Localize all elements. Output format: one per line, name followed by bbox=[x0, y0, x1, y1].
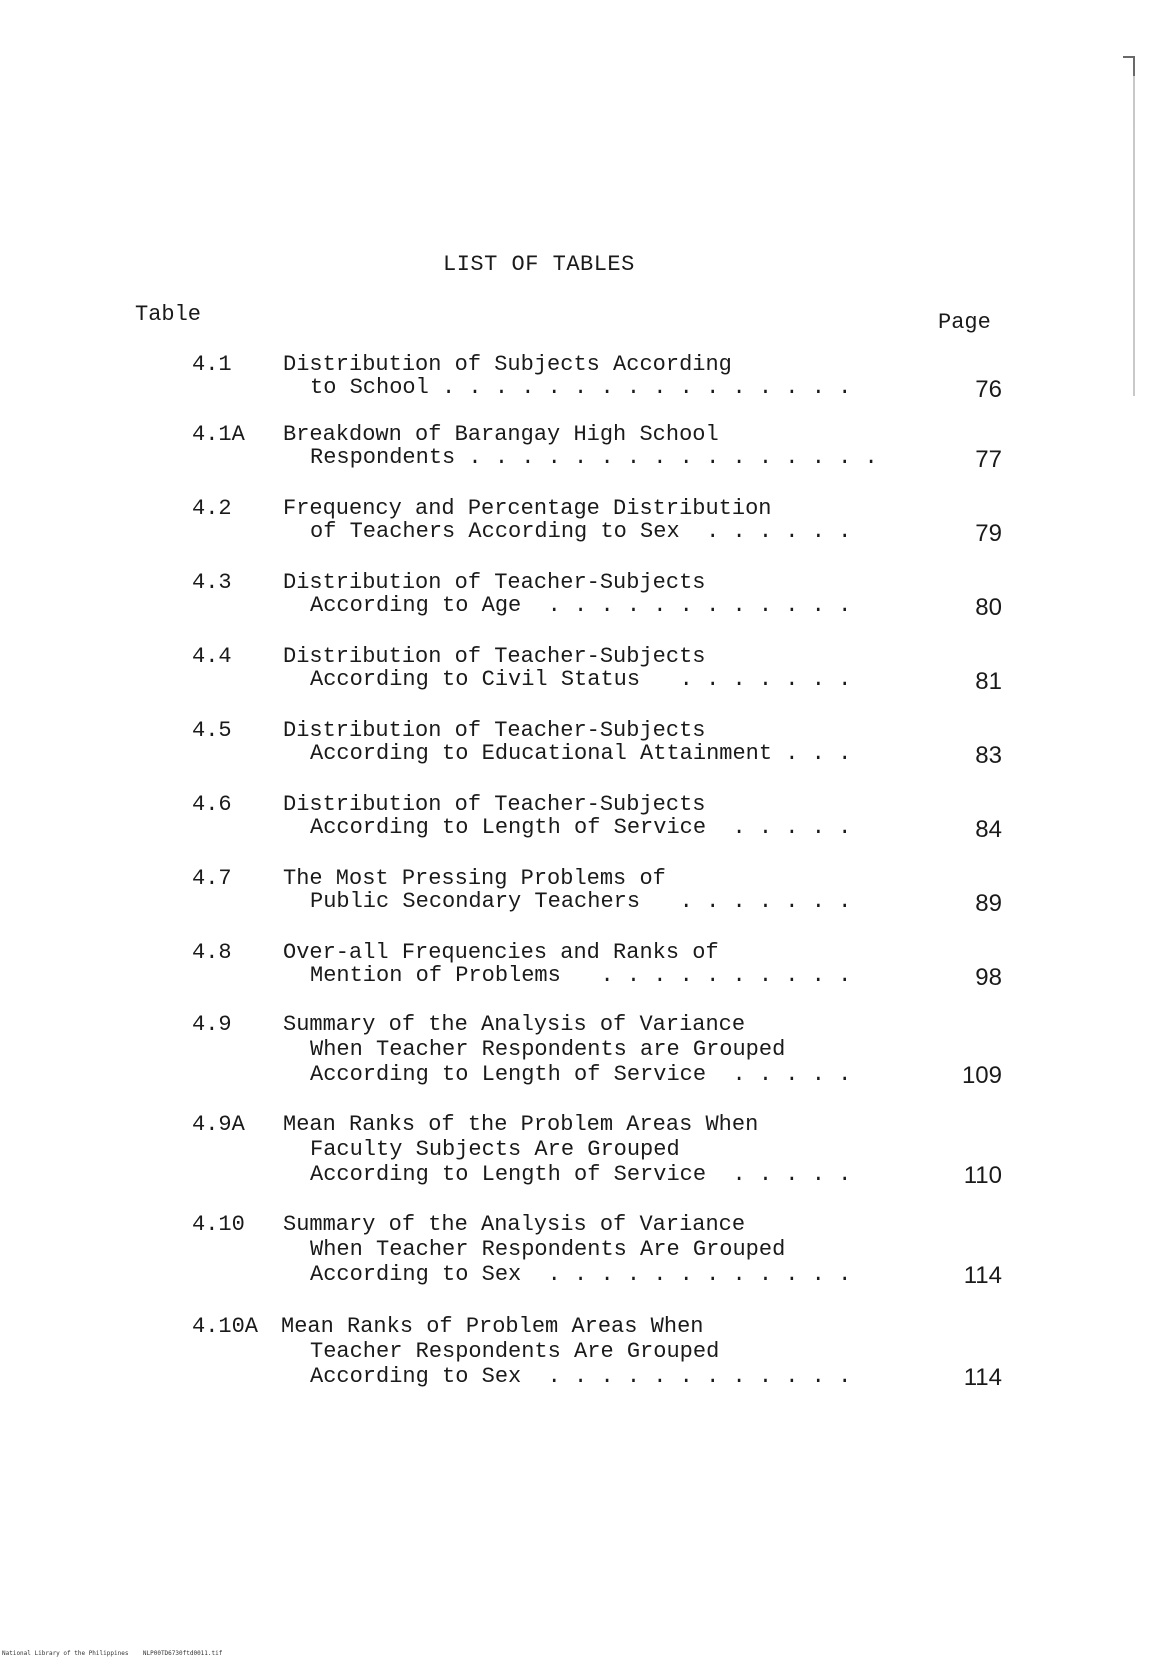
leader-dots: . . . . . . . . . . bbox=[560, 963, 852, 988]
leader-dots: . . . . . . bbox=[679, 519, 852, 544]
page-number: 114 bbox=[963, 1364, 1002, 1391]
table-caption-line: According to Age bbox=[310, 593, 522, 618]
table-caption-line: Teacher Respondents Are Grouped bbox=[310, 1339, 720, 1364]
page-number: 89 bbox=[975, 890, 1002, 917]
page-number: 84 bbox=[975, 816, 1002, 843]
table-caption-line: Over-all Frequencies and Ranks of bbox=[283, 940, 719, 965]
table-caption-line: Faculty Subjects Are Grouped bbox=[310, 1137, 680, 1162]
table-caption-line: According to Length of Service bbox=[310, 815, 707, 840]
table-caption-line: Summary of the Analysis of Variance bbox=[283, 1012, 746, 1037]
page-number: 80 bbox=[975, 594, 1002, 621]
table-caption-line: Frequency and Percentage Distribution bbox=[283, 496, 772, 521]
page-number: 110 bbox=[963, 1162, 1002, 1189]
table-caption-line: According to Length of Service bbox=[310, 1062, 707, 1087]
leader-dots: . . . bbox=[772, 741, 852, 766]
leader-dots: . . . . . . . . . . . . bbox=[521, 1262, 852, 1287]
table-caption-line: According to Length of Service bbox=[310, 1162, 707, 1187]
table-number: 4.1A bbox=[192, 422, 245, 447]
leader-dots: . . . . . . . . . . . . . . . . bbox=[455, 445, 878, 470]
page-number: 81 bbox=[975, 668, 1002, 695]
page-number: 109 bbox=[961, 1062, 1002, 1089]
page-number: 114 bbox=[963, 1262, 1002, 1289]
table-caption-line: Breakdown of Barangay High School bbox=[283, 422, 719, 447]
table-number: 4.4 bbox=[192, 644, 232, 669]
table-number: 4.7 bbox=[192, 866, 232, 891]
page-title: LIST OF TABLES bbox=[443, 252, 635, 277]
scan-footer: National Library of the Philippines NLP00TD6730ftd0011.tif bbox=[2, 1650, 223, 1657]
table-number: 4.9 bbox=[192, 1012, 232, 1037]
table-caption-line: Mean Ranks of Problem Areas When bbox=[281, 1314, 704, 1339]
table-caption-line: Distribution of Teacher-Subjects bbox=[283, 718, 706, 743]
table-number: 4.10 bbox=[192, 1212, 245, 1237]
table-number: 4.8 bbox=[192, 940, 232, 965]
table-caption-line: When Teacher Respondents Are Grouped bbox=[310, 1237, 786, 1262]
leader-dots: . . . . . . . bbox=[640, 667, 852, 692]
leader-dots: . . . . . . . . . . . . bbox=[521, 1364, 852, 1389]
page-number: 77 bbox=[975, 446, 1002, 473]
table-caption-line: Summary of the Analysis of Variance bbox=[283, 1212, 746, 1237]
table-number: 4.5 bbox=[192, 718, 232, 743]
leader-dots: . . . . . bbox=[706, 1162, 852, 1187]
scan-edge-mark bbox=[1133, 56, 1135, 396]
page-column-header: Page bbox=[938, 310, 991, 335]
table-caption-line: When Teacher Respondents are Grouped bbox=[310, 1037, 786, 1062]
table-column-header: Table bbox=[135, 302, 202, 327]
table-caption-line: Mention of Problems bbox=[310, 963, 561, 988]
leader-dots: . . . . . . . . . . . . bbox=[521, 593, 852, 618]
table-number: 4.6 bbox=[192, 792, 232, 817]
leader-dots: . . . . . . . bbox=[640, 889, 852, 914]
leader-dots: . . . . . bbox=[706, 1062, 852, 1087]
table-caption-line: According to Civil Status bbox=[310, 667, 641, 692]
table-number: 4.10A bbox=[192, 1314, 259, 1339]
table-caption-line: According to Sex bbox=[310, 1364, 522, 1389]
table-caption-line: The Most Pressing Problems of bbox=[283, 866, 666, 891]
page-number: 79 bbox=[975, 520, 1002, 547]
table-caption-line: Distribution of Teacher-Subjects bbox=[283, 644, 706, 669]
table-caption-line: Public Secondary Teachers bbox=[310, 889, 641, 914]
page-number: 76 bbox=[975, 376, 1002, 403]
table-caption-line: Distribution of Teacher-Subjects bbox=[283, 792, 706, 817]
table-caption-line: of Teachers According to Sex bbox=[310, 519, 680, 544]
table-number: 4.3 bbox=[192, 570, 232, 595]
table-number: 4.2 bbox=[192, 496, 232, 521]
table-number: 4.9A bbox=[192, 1112, 245, 1137]
leader-dots: . . . . . . . . . . . . . . . . bbox=[428, 375, 852, 400]
page-number: 83 bbox=[975, 742, 1002, 769]
leader-dots: . . . . . bbox=[706, 815, 852, 840]
table-caption-line: According to Sex bbox=[310, 1262, 522, 1287]
table-caption-line: Distribution of Teacher-Subjects bbox=[283, 570, 706, 595]
table-number: 4.1 bbox=[192, 352, 232, 377]
page-number: 98 bbox=[975, 964, 1002, 991]
table-caption-line: Respondents bbox=[310, 445, 456, 470]
table-caption-line: Mean Ranks of the Problem Areas When bbox=[283, 1112, 759, 1137]
table-caption-line: Distribution of Subjects According bbox=[283, 352, 732, 377]
table-caption-line: to School bbox=[310, 375, 429, 400]
table-caption-line: According to Educational Attainment bbox=[310, 741, 773, 766]
